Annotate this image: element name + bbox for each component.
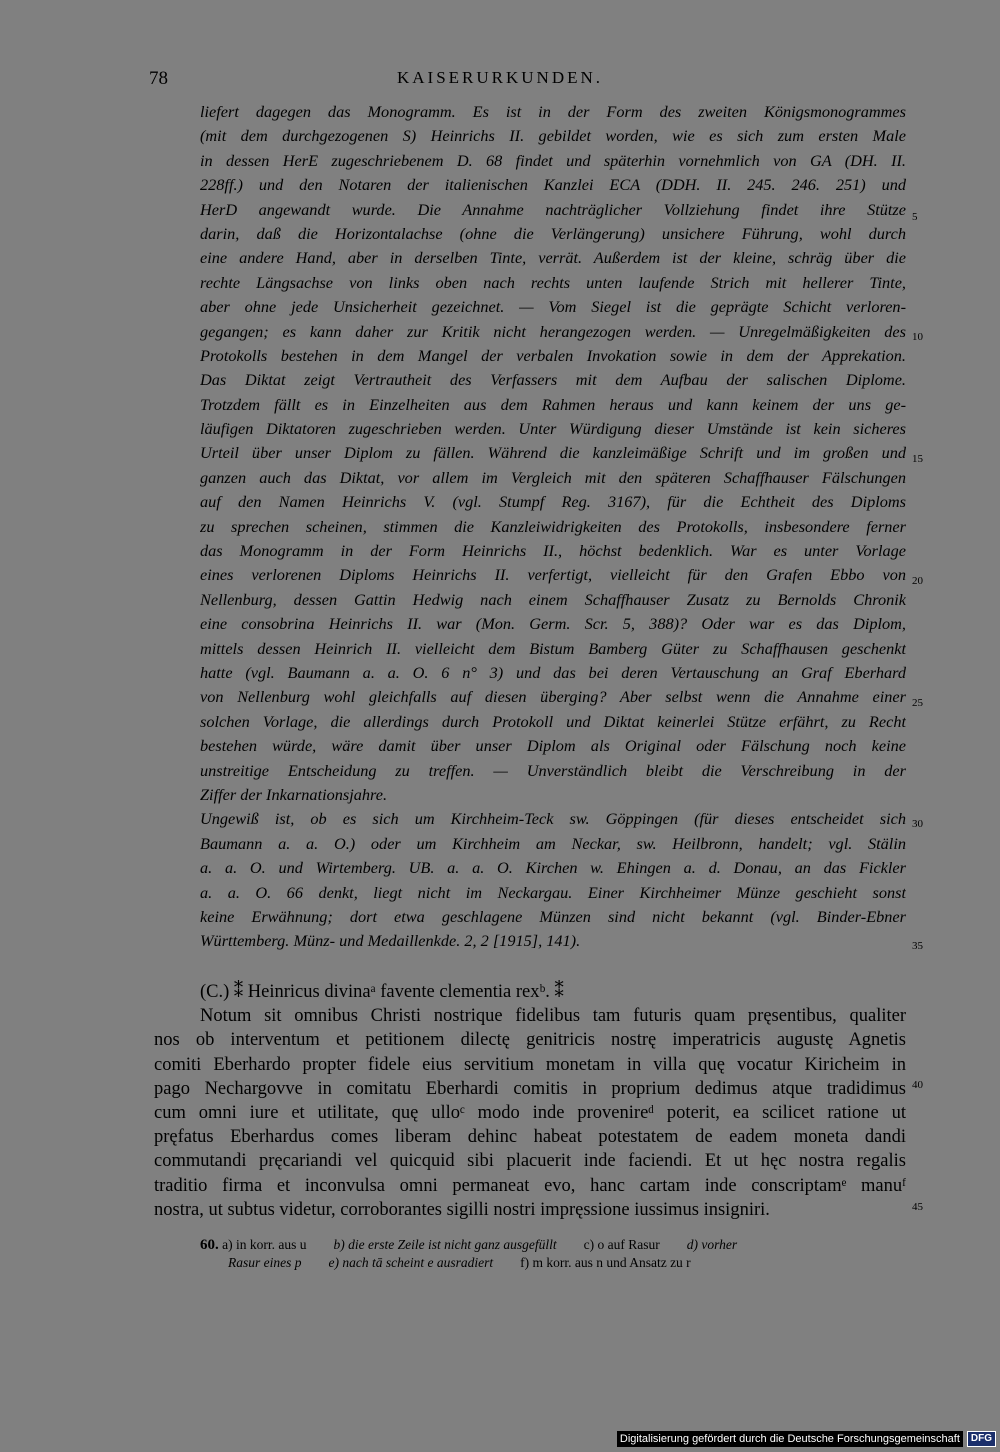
text-line: hatte (vgl. Baumann a. a. O. 6 n° 3) und das bei deren Vertauschung an Graf Eberhard <box>200 662 906 682</box>
page-number: 78 <box>149 68 168 89</box>
text-line: eine consobrina Heinrichs II. war (Mon. Germ. Scr. 5, 388)? Oder war es das Diplom, <box>200 614 906 634</box>
footnote-d: d) vorher <box>686 1237 738 1252</box>
text-line: nostra, ut subtus videtur, corroborantes sigilli nostri impręssione iussimus insigniri. <box>154 1199 770 1220</box>
text-line: unstreitige Entscheidung zu treffen. — Unverständlich bleibt die Verschreibung in der <box>200 760 906 780</box>
running-head: KAISERURKUNDEN. <box>396 68 604 87</box>
text-line: zu sprechen scheinen, stimmen die Kanzleiwidrigkeiten des Protokolls, insbesondere ferner <box>200 516 906 536</box>
text-line: darin, daß die Horizontalachse (ohne die Verlängerung) unsichere Führung, wohl durch <box>200 223 906 243</box>
text-line: pago Nechargovve in comitatu Eberhardi comitis in proprium dedimus atque tradidimus <box>154 1078 906 1099</box>
text-line: bestehen würde, wäre damit über unser Diplom als Original oder Fälschung noch keine <box>200 736 906 756</box>
line-number: 15 <box>912 453 923 465</box>
footnote-f: f) m korr. aus n und Ansatz zu r <box>520 1255 691 1270</box>
text-line: Ungewiß ist, ob es sich um Kirchheim-Teck sw. Göppingen (für dieses entscheidet sich <box>200 809 906 829</box>
text-line: eines verlorenen Diploms Heinrichs II. verfertigt, vielleicht für den Grafen Ebbo von <box>200 565 906 585</box>
line-number: 30 <box>912 818 923 830</box>
dfg-logo-icon: DFG <box>967 1431 996 1447</box>
text-line: das Monogramm in der Form Heinrichs II., höchst bedenklich. War es unter Vorlage <box>200 541 906 561</box>
text-line: (C.) ⁑ Heinricus divinaᵃ favente clementia rexᵇ. ⁑ <box>200 982 564 1002</box>
text-line: comiti Eberhardo propter fidele eius servitium monetam in villa quę vocatur Kiricheim in <box>154 1054 906 1075</box>
line-number: 10 <box>912 331 923 343</box>
line-number: 45 <box>912 1201 923 1213</box>
line-number: 35 <box>912 940 923 952</box>
text-line: in dessen HerE zugeschriebenem D. 68 findet und späterhin vornehmlich von GA (DH. II. <box>200 150 906 170</box>
text-line: traditio firma et inconvulsa omni permaneat evo, hanc cartam inde conscriptamᵉ manuᶠ <box>154 1175 906 1196</box>
footnote-a: a) in korr. aus u <box>222 1237 307 1252</box>
text-line: rechte Längsachse von links oben nach rechts unten laufende Strich mit hellerer Tinte, <box>200 272 906 292</box>
line-number: 25 <box>912 697 923 709</box>
text-line: Nellenburg, dessen Gattin Hedwig nach einem Schaffhauser Zusatz zu Bernolds Chronik <box>200 589 906 609</box>
text-line: auf den Namen Heinrichs V. (vgl. Stumpf Reg. 3167), für die Echtheit des Diploms <box>200 492 906 512</box>
text-line: Urteil über unser Diplom zu fällen. Während die kanzleimäßige Schrift und im großen und <box>200 443 906 463</box>
text-line: nos ob interventum et petitionem dilectę genitricis nostrę imperatricis augustę Agnetis <box>154 1030 906 1051</box>
text-line: liefert dagegen das Monogramm. Es ist in der Form des zweiten Königsmonogrammes <box>200 102 906 121</box>
text-line: HerD angewandt wurde. Die Annahme nachträglicher Vollziehung findet ihre Stütze <box>200 199 906 219</box>
text-line: ganzen auch das Diktat, vor allem im Vergleich mit den späteren Schaffhauser Fälschungen <box>200 467 906 487</box>
text-line: a. a. O. und Wirtemberg. UB. a. a. O. Kirchen w. Ehingen a. d. Donau, an das Fickler <box>200 858 906 878</box>
text-line: a. a. O. 66 denkt, liegt nicht im Neckargau. Einer Kirchheimer Münze geschieht sonst <box>200 882 906 902</box>
text-line: Württemberg. Münz- und Medaillenkde. 2, 2 [1915], 141). <box>200 931 581 951</box>
text-line: (mit dem durchgezogenen S) Heinrichs II. gebildet worden, wie es sich zum ersten Male <box>200 126 906 146</box>
commentary-text <box>200 100 906 954</box>
text-line: von Nellenburg wohl gleichfalls auf diesen überging? Aber selbst wenn die Annahme einer <box>200 687 906 707</box>
digitization-banner <box>617 1431 996 1447</box>
text-line: Das Diktat zeigt Vertrautheit des Verfassers mit dem Aufbau der salischen Diplome. <box>200 370 906 390</box>
text-line: aber ohne jede Unsicherheit gezeichnet. — Vom Siegel ist die geprägte Schicht verloren- <box>200 297 906 317</box>
banner-text: Digitalisierung gefördert durch die Deutsche Forschungsgemeinschaft <box>617 1431 963 1447</box>
text-line: Trotzdem fällt es in Einzelheiten aus dem Rahmen heraus und kann keinem der uns ge- <box>200 394 906 414</box>
text-line: pręfatus Eberhardus comes liberam dehinc habeat potestatem de eadem moneta dandi <box>154 1127 906 1148</box>
text-line: Ziffer der Inkarnationsjahre. <box>200 784 388 804</box>
text-line: 228ff.) und den Notaren der italienischen Kanzlei ECA (DDH. II. 245. 246. 251) und <box>200 175 906 195</box>
footnotes <box>200 1236 910 1271</box>
text-line: gegangen; es kann daher zur Kritik nicht herangezogen werden. — Unregelmäßigkeiten des <box>200 321 906 341</box>
line-number: 20 <box>912 575 923 587</box>
footnote-e: e) nach tā scheint e ausradiert <box>328 1255 494 1270</box>
text-line: Protokolls bestehen in dem Mangel der verbalen Invokation sowie in dem der Apprekation. <box>200 345 906 365</box>
text-line: mittels dessen Heinrich II. vielleicht dem Bistum Bamberg Güter zu Schaffhausen geschenkt <box>200 638 906 658</box>
footnote-c: c) o auf Rasur <box>583 1237 660 1252</box>
text-line: commutandi pręcariandi vel quicquid sibi placuerit inde faciendi. Et ut hęc nostra regalis <box>154 1151 906 1172</box>
text-line: keine Erwähnung; dort etwa geschlagene Münzen sind nicht bekannt (vgl. Binder-Ebner <box>200 906 906 926</box>
text-line: Notum sit omnibus Christi nostrique fidelibus tam futuris quam pręsentibus, qualiter <box>200 1006 906 1027</box>
text-line: läufigen Diktatoren zugeschrieben werden. Unter Würdigung dieser Umstände ist kein sicheres <box>200 419 906 439</box>
line-number: 5 <box>912 211 918 223</box>
diploma-text <box>154 980 906 1222</box>
footnote-d-cont: Rasur eines p <box>228 1255 302 1270</box>
text-line: Baumann a. a. O.) oder um Kirchheim am Neckar, sw. Heilbronn, handelt; vgl. Stälin <box>200 833 906 853</box>
footnote-b: b) die erste Zeile ist nicht ganz ausgefüllt <box>333 1237 557 1252</box>
text-line: solchen Vorlage, die allerdings durch Protokoll und Diktat keinerlei Stütze erfährt, zu Recht <box>200 711 906 731</box>
footnote-number: 60. <box>200 1237 219 1253</box>
line-number: 40 <box>912 1079 923 1091</box>
text-line: cum omni iure et utilitate, quę ulloᶜ modo inde provenireᵈ poterit, ea scilicet ratione ut <box>154 1102 906 1123</box>
text-line: eine andere Hand, aber in derselben Tinte, verrät. Außerdem ist der kleine, schräg über die <box>200 248 906 268</box>
